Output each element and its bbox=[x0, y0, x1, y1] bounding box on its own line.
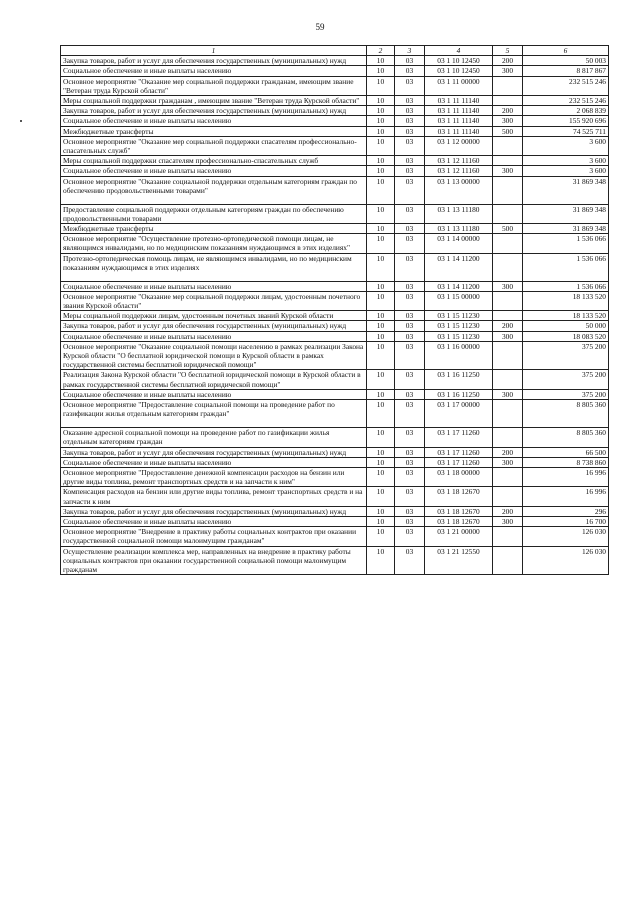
row-csr-cell: 03 1 12 11160 bbox=[425, 156, 493, 166]
row-csr-cell: 03 1 16 11250 bbox=[425, 389, 493, 399]
row-name-cell: Предоставление социальной поддержки отдельным категориям граждан по обеспечению продовольственными товарами bbox=[61, 204, 367, 223]
row-vr-cell: 200 bbox=[493, 106, 523, 116]
row-vr-cell bbox=[493, 253, 523, 281]
row-razdel-cell: 10 bbox=[367, 370, 395, 389]
table-row bbox=[61, 341, 609, 370]
table-row bbox=[61, 487, 609, 506]
row-sum-cell: 3 600 bbox=[523, 136, 609, 155]
row-sum-cell: 375 200 bbox=[523, 341, 609, 370]
row-podrazdel-cell: 03 bbox=[395, 136, 425, 155]
row-name-cell: Межбюджетные трансферты bbox=[61, 224, 367, 234]
row-sum-cell: 1 536 066 bbox=[523, 253, 609, 281]
row-razdel-cell: 10 bbox=[367, 341, 395, 370]
row-podrazdel-cell: 03 bbox=[395, 370, 425, 389]
row-razdel-cell: 10 bbox=[367, 467, 395, 486]
row-csr-cell: 03 1 12 11160 bbox=[425, 166, 493, 176]
row-razdel-cell: 10 bbox=[367, 126, 395, 136]
row-name-cell: Социальное обеспечение и иные выплаты населению bbox=[61, 281, 367, 291]
table-row bbox=[61, 176, 609, 204]
table-row bbox=[61, 516, 609, 526]
table-row bbox=[61, 281, 609, 291]
row-csr-cell: 03 1 15 11230 bbox=[425, 321, 493, 331]
row-name-cell: Основное мероприятие "Оказание социальной поддержки отдельным категориям граждан по обеспечению продовольственными товарами" bbox=[61, 176, 367, 204]
row-razdel-cell: 10 bbox=[367, 116, 395, 126]
table-row bbox=[61, 156, 609, 166]
row-csr-cell: 03 1 18 12670 bbox=[425, 487, 493, 506]
table-row bbox=[61, 76, 609, 95]
row-name-cell: Меры социальной поддержки гражданам , имеющим звание "Ветеран труда Курской области" bbox=[61, 96, 367, 106]
row-name-cell: Компенсация расходов на бензин или другие виды топлива, ремонт транспортных средств и на запчасти к ним bbox=[61, 487, 367, 506]
row-csr-cell: 03 1 15 11230 bbox=[425, 311, 493, 321]
column-header: 3 bbox=[395, 46, 425, 56]
row-vr-cell bbox=[493, 546, 523, 575]
row-vr-cell: 200 bbox=[493, 506, 523, 516]
row-name-cell: Закупка товаров, работ и услуг для обеспечения государственных (муниципальных) нужд bbox=[61, 506, 367, 516]
row-razdel-cell: 10 bbox=[367, 76, 395, 95]
row-csr-cell: 03 1 14 11200 bbox=[425, 281, 493, 291]
table-row bbox=[61, 96, 609, 106]
row-vr-cell bbox=[493, 156, 523, 166]
row-razdel-cell: 10 bbox=[367, 447, 395, 457]
row-sum-cell: 3 600 bbox=[523, 156, 609, 166]
row-csr-cell: 03 1 17 11260 bbox=[425, 428, 493, 447]
row-sum-cell: 375 200 bbox=[523, 370, 609, 389]
row-podrazdel-cell: 03 bbox=[395, 56, 425, 66]
row-name-cell: Социальное обеспечение и иные выплаты населению bbox=[61, 66, 367, 76]
row-podrazdel-cell: 03 bbox=[395, 321, 425, 331]
row-sum-cell: 3 600 bbox=[523, 166, 609, 176]
row-razdel-cell: 10 bbox=[367, 281, 395, 291]
row-sum-cell: 8 817 867 bbox=[523, 66, 609, 76]
row-vr-cell: 200 bbox=[493, 447, 523, 457]
row-vr-cell bbox=[493, 291, 523, 310]
row-podrazdel-cell: 03 bbox=[395, 224, 425, 234]
row-vr-cell bbox=[493, 96, 523, 106]
row-vr-cell bbox=[493, 136, 523, 155]
row-razdel-cell: 10 bbox=[367, 253, 395, 281]
table-row bbox=[61, 56, 609, 66]
row-name-cell: Основное мероприятие "Предоставление социальной помощи на проведение работ по газификации жилья отдельным категориям граждан" bbox=[61, 400, 367, 428]
row-sum-cell: 50 000 bbox=[523, 321, 609, 331]
row-csr-cell: 03 1 11 11140 bbox=[425, 116, 493, 126]
row-razdel-cell: 10 bbox=[367, 106, 395, 116]
table-row bbox=[61, 136, 609, 155]
row-vr-cell: 200 bbox=[493, 321, 523, 331]
table-row bbox=[61, 389, 609, 399]
row-vr-cell: 300 bbox=[493, 331, 523, 341]
row-sum-cell: 1 536 066 bbox=[523, 234, 609, 253]
row-sum-cell: 66 500 bbox=[523, 447, 609, 457]
row-vr-cell bbox=[493, 487, 523, 506]
row-razdel-cell: 10 bbox=[367, 176, 395, 204]
column-header: 5 bbox=[493, 46, 523, 56]
row-csr-cell: 03 1 21 12550 bbox=[425, 546, 493, 575]
row-name-cell: Основное мероприятие "Оказание мер социальной поддержки спасателям профессионально-спасательных служб" bbox=[61, 136, 367, 155]
row-razdel-cell: 10 bbox=[367, 506, 395, 516]
row-vr-cell bbox=[493, 428, 523, 447]
budget-table bbox=[60, 45, 609, 575]
row-podrazdel-cell: 03 bbox=[395, 204, 425, 223]
row-razdel-cell: 10 bbox=[367, 428, 395, 447]
row-sum-cell: 50 003 bbox=[523, 56, 609, 66]
row-podrazdel-cell: 03 bbox=[395, 291, 425, 310]
table-row bbox=[61, 204, 609, 223]
table-header-row bbox=[61, 46, 609, 56]
row-csr-cell: 03 1 21 00000 bbox=[425, 527, 493, 546]
row-sum-cell: 8 805 360 bbox=[523, 428, 609, 447]
row-vr-cell bbox=[493, 400, 523, 428]
row-podrazdel-cell: 03 bbox=[395, 234, 425, 253]
row-sum-cell: 31 869 348 bbox=[523, 224, 609, 234]
row-csr-cell: 03 1 12 00000 bbox=[425, 136, 493, 155]
row-name-cell: Социальное обеспечение и иные выплаты населению bbox=[61, 116, 367, 126]
table-row bbox=[61, 66, 609, 76]
table-row bbox=[61, 166, 609, 176]
row-sum-cell: 16 996 bbox=[523, 467, 609, 486]
row-razdel-cell: 10 bbox=[367, 400, 395, 428]
row-sum-cell: 1 536 066 bbox=[523, 281, 609, 291]
row-podrazdel-cell: 03 bbox=[395, 487, 425, 506]
row-csr-cell: 03 1 10 12450 bbox=[425, 56, 493, 66]
row-vr-cell: 300 bbox=[493, 389, 523, 399]
row-name-cell: Закупка товаров, работ и услуг для обеспечения государственных (муниципальных) нужд bbox=[61, 447, 367, 457]
row-csr-cell: 03 1 18 12670 bbox=[425, 516, 493, 526]
table-row bbox=[61, 331, 609, 341]
column-header: 1 bbox=[61, 46, 367, 56]
row-sum-cell: 16 700 bbox=[523, 516, 609, 526]
row-name-cell: Основное мероприятие "Внедрение в практику работы социальных контрактов при оказании государственной социальной помощи малоимущим гражданам" bbox=[61, 527, 367, 546]
row-name-cell: Оказание адресной социальной помощи на проведение работ по газификации жилья отдельным категориям граждан bbox=[61, 428, 367, 447]
row-csr-cell: 03 1 11 00000 bbox=[425, 76, 493, 95]
row-podrazdel-cell: 03 bbox=[395, 253, 425, 281]
row-csr-cell: 03 1 17 11260 bbox=[425, 457, 493, 467]
table-row bbox=[61, 116, 609, 126]
row-csr-cell: 03 1 10 12450 bbox=[425, 66, 493, 76]
table-row bbox=[61, 447, 609, 457]
row-name-cell: Социальное обеспечение и иные выплаты населению bbox=[61, 516, 367, 526]
row-podrazdel-cell: 03 bbox=[395, 281, 425, 291]
row-name-cell: Основное мероприятие "Оказание социальной помощи населению в рамках реализации Закона Курской области "О бесплатной юридической помощи в Курской области в рамках государственной системы бесплатной юридической помощи" bbox=[61, 341, 367, 370]
row-podrazdel-cell: 03 bbox=[395, 527, 425, 546]
row-sum-cell: 2 068 839 bbox=[523, 106, 609, 116]
table-row bbox=[61, 527, 609, 546]
page-number: 59 bbox=[315, 22, 325, 32]
row-name-cell: Закупка товаров, работ и услуг для обеспечения государственных (муниципальных) нужд bbox=[61, 321, 367, 331]
row-vr-cell: 300 bbox=[493, 116, 523, 126]
row-csr-cell: 03 1 14 00000 bbox=[425, 234, 493, 253]
row-podrazdel-cell: 03 bbox=[395, 467, 425, 486]
row-csr-cell: 03 1 16 11250 bbox=[425, 370, 493, 389]
row-sum-cell: 126 030 bbox=[523, 546, 609, 575]
row-name-cell: Социальное обеспечение и иные выплаты населению bbox=[61, 457, 367, 467]
row-sum-cell: 74 525 711 bbox=[523, 126, 609, 136]
row-podrazdel-cell: 03 bbox=[395, 126, 425, 136]
row-name-cell: Протезно-ортопедическая помощь лицам, не являющимся инвалидами, но по медицинским показаниям нуждающимся в этих изделиях bbox=[61, 253, 367, 281]
row-name-cell: Социальное обеспечение и иные выплаты населению bbox=[61, 166, 367, 176]
row-vr-cell: 300 bbox=[493, 66, 523, 76]
row-razdel-cell: 10 bbox=[367, 457, 395, 467]
scan-dot bbox=[20, 120, 22, 122]
row-csr-cell: 03 1 16 00000 bbox=[425, 341, 493, 370]
row-vr-cell bbox=[493, 527, 523, 546]
row-podrazdel-cell: 03 bbox=[395, 506, 425, 516]
row-razdel-cell: 10 bbox=[367, 96, 395, 106]
row-vr-cell: 300 bbox=[493, 166, 523, 176]
row-name-cell: Меры социальной поддержки лицам, удостоенным почетных званий Курской области bbox=[61, 311, 367, 321]
row-sum-cell: 31 869 348 bbox=[523, 204, 609, 223]
row-podrazdel-cell: 03 bbox=[395, 166, 425, 176]
table-row bbox=[61, 106, 609, 116]
row-sum-cell: 296 bbox=[523, 506, 609, 516]
row-podrazdel-cell: 03 bbox=[395, 546, 425, 575]
row-sum-cell: 18 083 520 bbox=[523, 331, 609, 341]
row-podrazdel-cell: 03 bbox=[395, 331, 425, 341]
table-row bbox=[61, 506, 609, 516]
row-razdel-cell: 10 bbox=[367, 224, 395, 234]
row-sum-cell: 31 869 348 bbox=[523, 176, 609, 204]
row-csr-cell: 03 1 17 11260 bbox=[425, 447, 493, 457]
column-header: 6 bbox=[523, 46, 609, 56]
row-razdel-cell: 10 bbox=[367, 234, 395, 253]
row-razdel-cell: 10 bbox=[367, 291, 395, 310]
table-row bbox=[61, 234, 609, 253]
row-sum-cell: 18 133 520 bbox=[523, 291, 609, 310]
row-podrazdel-cell: 03 bbox=[395, 116, 425, 126]
row-razdel-cell: 10 bbox=[367, 166, 395, 176]
row-podrazdel-cell: 03 bbox=[395, 428, 425, 447]
row-sum-cell: 8 805 360 bbox=[523, 400, 609, 428]
row-podrazdel-cell: 03 bbox=[395, 66, 425, 76]
row-podrazdel-cell: 03 bbox=[395, 176, 425, 204]
row-sum-cell: 232 515 246 bbox=[523, 96, 609, 106]
row-vr-cell bbox=[493, 311, 523, 321]
row-csr-cell: 03 1 13 11180 bbox=[425, 204, 493, 223]
row-sum-cell: 16 996 bbox=[523, 487, 609, 506]
row-name-cell: Основное мероприятие "Предоставление денежной компенсации расходов на бензин или другие виды топлива, ремонт транспортных средств и на запчасти к ним" bbox=[61, 467, 367, 486]
row-vr-cell: 500 bbox=[493, 224, 523, 234]
row-sum-cell: 375 200 bbox=[523, 389, 609, 399]
row-name-cell: Социальное обеспечение и иные выплаты населению bbox=[61, 389, 367, 399]
row-name-cell: Меры социальной поддержки спасателям профессионально-спасательных служб bbox=[61, 156, 367, 166]
row-sum-cell: 18 133 520 bbox=[523, 311, 609, 321]
row-razdel-cell: 10 bbox=[367, 136, 395, 155]
table-row bbox=[61, 291, 609, 310]
table-row bbox=[61, 400, 609, 428]
row-podrazdel-cell: 03 bbox=[395, 447, 425, 457]
row-razdel-cell: 10 bbox=[367, 66, 395, 76]
row-name-cell: Осуществление реализации комплекса мер, направленных на внедрение в практику работы социальных контрактов при оказании государственной социальной помощи малоимущим гражданам bbox=[61, 546, 367, 575]
row-csr-cell: 03 1 17 00000 bbox=[425, 400, 493, 428]
column-header: 2 bbox=[367, 46, 395, 56]
row-name-cell: Закупка товаров, работ и услуг для обеспечения государственных (муниципальных) нужд bbox=[61, 106, 367, 116]
row-razdel-cell: 10 bbox=[367, 311, 395, 321]
row-vr-cell: 300 bbox=[493, 457, 523, 467]
row-razdel-cell: 10 bbox=[367, 56, 395, 66]
row-razdel-cell: 10 bbox=[367, 321, 395, 331]
row-razdel-cell: 10 bbox=[367, 204, 395, 223]
row-razdel-cell: 10 bbox=[367, 389, 395, 399]
table-body bbox=[61, 56, 609, 575]
table-row bbox=[61, 321, 609, 331]
row-podrazdel-cell: 03 bbox=[395, 156, 425, 166]
row-podrazdel-cell: 03 bbox=[395, 516, 425, 526]
row-name-cell: Межбюджетные трансферты bbox=[61, 126, 367, 136]
row-csr-cell: 03 1 11 11140 bbox=[425, 126, 493, 136]
row-csr-cell: 03 1 13 00000 bbox=[425, 176, 493, 204]
row-name-cell: Социальное обеспечение и иные выплаты населению bbox=[61, 331, 367, 341]
row-vr-cell bbox=[493, 467, 523, 486]
table-row bbox=[61, 457, 609, 467]
row-vr-cell bbox=[493, 76, 523, 95]
row-vr-cell: 200 bbox=[493, 56, 523, 66]
column-header: 4 bbox=[425, 46, 493, 56]
row-csr-cell: 03 1 11 11140 bbox=[425, 96, 493, 106]
table-row bbox=[61, 126, 609, 136]
row-vr-cell: 300 bbox=[493, 281, 523, 291]
table-row bbox=[61, 428, 609, 447]
row-csr-cell: 03 1 18 12670 bbox=[425, 506, 493, 516]
row-podrazdel-cell: 03 bbox=[395, 389, 425, 399]
row-vr-cell bbox=[493, 370, 523, 389]
table-row bbox=[61, 467, 609, 486]
row-razdel-cell: 10 bbox=[367, 487, 395, 506]
row-podrazdel-cell: 03 bbox=[395, 457, 425, 467]
row-csr-cell: 03 1 11 11140 bbox=[425, 106, 493, 116]
row-podrazdel-cell: 03 bbox=[395, 76, 425, 95]
row-podrazdel-cell: 03 bbox=[395, 106, 425, 116]
row-csr-cell: 03 1 18 00000 bbox=[425, 467, 493, 486]
row-razdel-cell: 10 bbox=[367, 516, 395, 526]
row-podrazdel-cell: 03 bbox=[395, 96, 425, 106]
table-row bbox=[61, 253, 609, 281]
row-name-cell: Основное мероприятие "Оказание мер социальной поддержки гражданам, имеющим звание "Ветеран труда Курской области" bbox=[61, 76, 367, 95]
row-vr-cell bbox=[493, 176, 523, 204]
row-podrazdel-cell: 03 bbox=[395, 311, 425, 321]
table-row bbox=[61, 370, 609, 389]
row-vr-cell: 500 bbox=[493, 126, 523, 136]
row-sum-cell: 232 515 246 bbox=[523, 76, 609, 95]
row-csr-cell: 03 1 15 11230 bbox=[425, 331, 493, 341]
row-vr-cell bbox=[493, 204, 523, 223]
row-vr-cell: 300 bbox=[493, 516, 523, 526]
row-vr-cell bbox=[493, 341, 523, 370]
row-csr-cell: 03 1 13 11180 bbox=[425, 224, 493, 234]
row-sum-cell: 8 738 860 bbox=[523, 457, 609, 467]
row-razdel-cell: 10 bbox=[367, 546, 395, 575]
row-name-cell: Реализация Закона Курской области "О бесплатной юридической помощи в Курской области в рамках государственной системы бесплатной юридической помощи" bbox=[61, 370, 367, 389]
table-row bbox=[61, 311, 609, 321]
row-name-cell: Основное мероприятие "Оказание мер социальной поддержки лицам, удостоенным почетного звания Курской области" bbox=[61, 291, 367, 310]
row-sum-cell: 126 030 bbox=[523, 527, 609, 546]
row-podrazdel-cell: 03 bbox=[395, 341, 425, 370]
row-podrazdel-cell: 03 bbox=[395, 400, 425, 428]
row-csr-cell: 03 1 14 11200 bbox=[425, 253, 493, 281]
row-vr-cell bbox=[493, 234, 523, 253]
row-sum-cell: 155 920 696 bbox=[523, 116, 609, 126]
row-name-cell: Основное мероприятие "Осуществление протезно-ортопедической помощи лицам, не являющимся инвалидами, но по медицинским показаниям нуждающимся в этих изделиях" bbox=[61, 234, 367, 253]
row-razdel-cell: 10 bbox=[367, 156, 395, 166]
row-name-cell: Закупка товаров, работ и услуг для обеспечения государственных (муниципальных) нужд bbox=[61, 56, 367, 66]
row-csr-cell: 03 1 15 00000 bbox=[425, 291, 493, 310]
table-row bbox=[61, 546, 609, 575]
row-razdel-cell: 10 bbox=[367, 331, 395, 341]
table-row bbox=[61, 224, 609, 234]
row-razdel-cell: 10 bbox=[367, 527, 395, 546]
